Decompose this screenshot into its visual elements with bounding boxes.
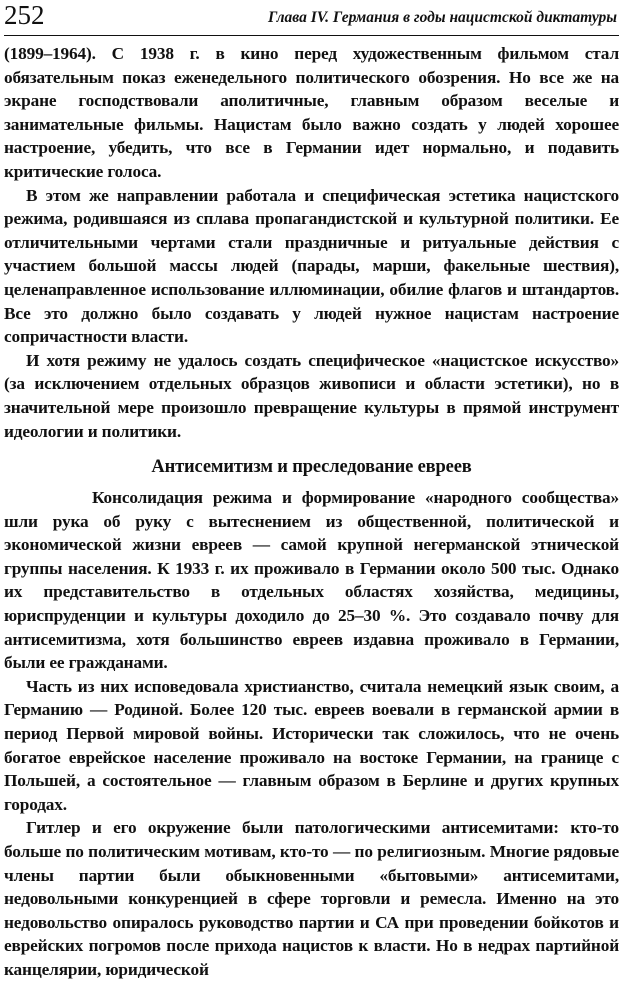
paragraph: В этом же направлении работала и специфическая эстетика нацистского режима, родившаяся из сплава пропагандистской и культурной политики. Ее отличительными чертами стали праздничные и ритуальные действия с участием большой массы людей (парады, марши, факельные шествия), целенаправленное использование иллюминации, обилие флагов и штандартов. Все это должно было создавать у людей нужное нацистам настроение сопричастности власти. <box>4 185 619 347</box>
paragraph: И хотя режиму не удалось создать специфическое «нацистское искусство» (за исключением отдельных образцов живописи и области эстетики), но в значительной мере произошло превращение культуры в прямой инструмент идеологии и политики. <box>4 350 619 441</box>
page-header <box>4 0 619 36</box>
paragraph: Часть из них исповедовала христианство, считала немецкий язык своим, а Германию — Родиной. Более 120 тыс. евреев воевали в германской армии в период Первой мировой войны. Исторически так сложилось, что не очень богатое еврейское население проживало на востоке Германии, на границе с Польшей, а состоятельное — главным образом в Берлине и других крупных городах. <box>4 676 619 814</box>
book-page <box>4 0 619 979</box>
page-number: 252 <box>4 0 45 30</box>
paragraph: Гитлер и его окружение были патологическими антисемитами: кто-то больше по политическим мотивам, кто-то — по религиозным. Многие рядовые члены партии были обыкновенными «бытовыми» антисемитами, недовольными конкуренцией в сфере торговли и ремесла. Именно на это недовольство опиралось руководство партии и СА при проведении бойкотов и еврейских погромов после прихода нацистов к власти. Но в недрах партийной канцелярии, юридической <box>4 818 619 979</box>
section-title: Антисемитизм и преследование евреев <box>151 457 472 478</box>
paragraph: (1899–1964). С 1938 г. в кино перед художественным фильмом стал обязательным показ еженедельного политического обозрения. Но все же на экране господствовали аполитичные, главным образом веселые и занимательные фильмы. Нацистам было важно создать у людей хорошее настроение, убедить, что все в Германии идет нормально, и подавить критические голоса. <box>4 44 619 181</box>
body-text <box>4 42 619 982</box>
running-title: Глава IV. Германия в годы нацистской диктатуры <box>268 9 617 26</box>
paragraph: Консолидация режима и формирование «народного сообщества» шли рука об руку с вытеснением из общественной, политической и экономической жизни евреев — самой крупной негерманской этнической группы населения. К 1933 г. их проживало в Германии около 500 тыс. Однако их представительство в отдельных областях хозяйства, медицины, юриспруденции и культуры доходило до 25–30 %. Это создавало почву для антисемитизма, хотя большинство евреев издавна проживало в Германии, были ее гражданами. <box>4 488 619 673</box>
